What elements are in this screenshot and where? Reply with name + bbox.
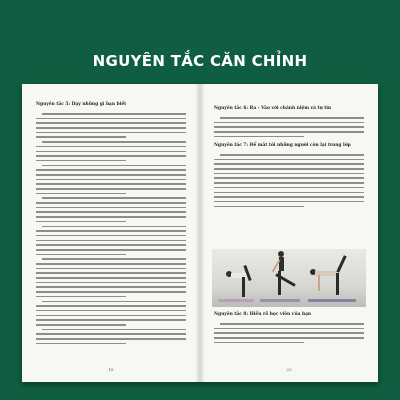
right-page-body-text-2 <box>214 154 364 210</box>
left-page-heading: Nguyên tắc 5: Dạy những gì bạn biết <box>36 102 127 107</box>
banner-title: NGUYÊN TẮC CĂN CHỈNH <box>92 52 308 70</box>
book-gutter <box>195 84 205 382</box>
right-page-body-text-3 <box>214 323 364 346</box>
open-book <box>22 84 378 382</box>
right-page-number: 23 <box>286 367 292 372</box>
right-page-heading-mid: Nguyên tắc 7: Để mắt tới những người còn lại trong lớp <box>214 143 351 148</box>
yoga-class-photo <box>212 249 366 307</box>
right-page-heading-top: Nguyên tắc 6: Ra - Vào với chánh niệm và tự tin <box>214 106 332 111</box>
right-page <box>200 84 378 382</box>
left-page-body-text <box>36 113 186 347</box>
right-page-body-text-1 <box>214 117 364 140</box>
right-page-heading-bottom: Nguyên tắc 8: Hiểu rõ học viên của bạn <box>214 312 312 317</box>
left-page-number: 18 <box>108 367 114 372</box>
left-page <box>22 84 200 382</box>
